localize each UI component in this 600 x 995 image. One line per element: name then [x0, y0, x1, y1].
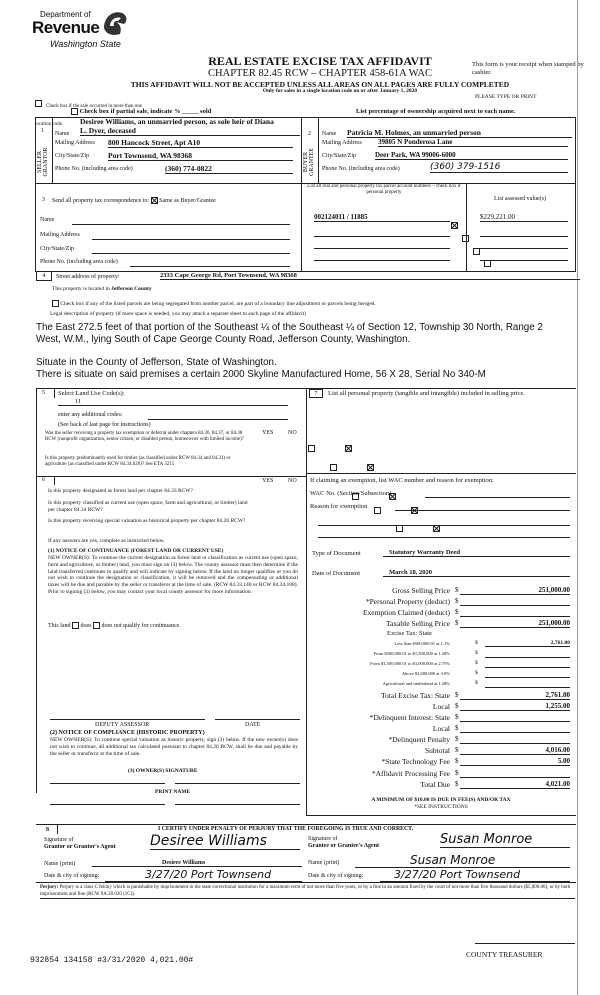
buyer-name[interactable]: Patricia M. Holmes, an unmarried person	[347, 128, 572, 138]
seller-city-label: City/State/Zip	[55, 153, 89, 159]
designation-q1: Is this property designated as forest land per chapter 84.33 RCW?	[48, 488, 193, 494]
certify-statement: I CERTIFY UNDER PENALTY OF PERJURY THAT THE FOREGOING IS TRUE AND CORRECT.	[158, 826, 414, 832]
form-location-note: Only for sales in a single location code on or after January 1, 2020	[262, 88, 418, 94]
gross-selling-price-label: Gross Selling Price	[392, 586, 450, 595]
gross-selling-price[interactable]: 251,000.00	[460, 586, 570, 595]
logo-state: Washington State	[50, 39, 121, 49]
total-state-tax-label: Total Excise Tax: State	[380, 691, 450, 700]
land-use-code[interactable]: 11	[58, 398, 288, 406]
exemption-deduct-label: Exemption Claimed (deduct)	[362, 608, 450, 617]
seller-mailing[interactable]: 800 Hancock Street, Apt A10	[108, 138, 293, 148]
land-use-q2: Is this property predominantly used for timber (as classified under RCW 84.34 and 84.33) or agriculture (as classified under RCW 84.34.020)? See ETA 3215	[45, 456, 231, 467]
additional-codes-label: enter any additional codes:	[58, 412, 123, 418]
print-name-line-1[interactable]	[50, 804, 165, 805]
land-use-q1-yes[interactable]	[308, 445, 315, 452]
tech-fee[interactable]: 5.00	[460, 757, 570, 766]
designation-q2-yes[interactable]	[374, 507, 381, 514]
bracket-5-label: Agricultural and timberland at 1.28%	[382, 681, 450, 686]
seller-side-label: SELLER GRANTOR	[37, 147, 49, 177]
assessor-date-line[interactable]	[215, 719, 300, 720]
legal-description[interactable]: The East 272.5 feet of that portion of the Southeast ¼ of the Southeast ¼ of Section 12, Township 30 North, Range 2 West, W.M., lying South of Cape George County Road, Jefferson County, Washington. Situate in the County of Jefferson, State of Washington. There is situate on said premises a certain 2000 Skyline Manufactured Home, 56 X 28, Serial No 340-M	[36, 322, 543, 380]
notice-continuance-body: NEW OWNER(S): To continue the current designation as forest land or classification as current use (open space, farm and agriculture, or timber) land, you must sign on (3) below. The county assessor must then determine if the land transferred continues to qualify and will indicate by signing below. If the land no longer qualifies or you do not wish to continue the designation or classification, it will be removed and the compensating or additional taxes will be due and payable by the seller or transferor at the time of sale. (RCW 84.33.140 or RCW 84.34.108). Prior to signing (3) below, you may contact your local county assessor for more information.	[48, 555, 298, 595]
total-due[interactable]: 4,021.00	[460, 780, 570, 789]
corr-name-label: Name	[40, 217, 55, 223]
delinquent-penalty-label: *Delinquent Penalty	[388, 735, 450, 744]
seller-name-label: Name	[55, 131, 70, 137]
section-8-number: 8	[46, 827, 49, 833]
personal-property-label: List all personal property (tangible and intangible) included in selling price.	[328, 390, 525, 397]
dor-mark-icon	[100, 8, 130, 38]
land-use-q1-no[interactable]	[345, 445, 352, 452]
logo-revenue: Revenue	[32, 18, 100, 37]
section-4-number: 4	[36, 271, 52, 281]
seller-phone[interactable]: (360) 774-0822	[165, 164, 293, 174]
deputy-assessor-line[interactable]	[50, 719, 205, 720]
taxable-selling-price[interactable]: 251,000.00	[460, 619, 570, 628]
partial-sale-check[interactable]: Check box if partial sale, indicate % _____ sold	[71, 108, 211, 115]
buyer-mailing-label: Mailing Address	[322, 140, 362, 146]
street-label: Street address of property:	[56, 274, 120, 280]
dor-logo	[30, 8, 160, 50]
doc-date-label: Date of Document	[312, 570, 361, 577]
grantor-signature[interactable]: Desiree Williams	[150, 833, 300, 850]
grantee-name-label: Name (print)	[308, 860, 340, 866]
delinquent-interest-state-label: *Delinquent Interest: State	[369, 713, 450, 722]
multi-location-check[interactable]: Check box if the sale occurred in more than one location code.	[35, 94, 145, 130]
doc-type-label: Type of Document	[312, 550, 361, 557]
buyer-city[interactable]: Deer Park, WA 99006-6000	[375, 151, 568, 160]
subtotal[interactable]: 4,016.00	[460, 746, 570, 755]
parcel-2-personal-checkbox[interactable]	[462, 235, 469, 242]
section-6-number: 6	[42, 477, 45, 483]
type-print-note: PLEASE TYPE OR PRINT	[475, 94, 537, 100]
buyer-name-label: Name	[322, 131, 337, 137]
treasurer-signature-line	[475, 943, 575, 944]
bracket-3-value[interactable]	[485, 660, 570, 668]
does-not-qualify-checkbox[interactable]	[93, 622, 100, 629]
form-title: REAL ESTATE EXCISE TAX AFFIDAVIT	[208, 54, 432, 68]
exemption-reason-line-3[interactable]	[318, 537, 570, 538]
assessor-date-label: DATE	[245, 722, 261, 728]
wac-field[interactable]	[425, 497, 570, 498]
parcel-row-1[interactable]: 002124011 / 11885	[314, 213, 450, 222]
section-5-number: 5	[42, 390, 45, 396]
owner-signature-line-1[interactable]	[50, 783, 165, 784]
corr-city-field[interactable]	[92, 253, 290, 254]
wac-label: WAC No. (Section/Subsection)	[310, 490, 392, 497]
grantee-date-city[interactable]: 3/27/20 Port Townsend	[380, 868, 570, 882]
grantor-date-label: Date & city of signing:	[44, 873, 100, 879]
parcel-3-personal-checkbox[interactable]	[473, 248, 480, 255]
corr-mailing-label: Mailing Address	[40, 232, 80, 238]
land-use-instructions: (See back of last page for instructions)	[58, 422, 151, 428]
land-use-q2-yes[interactable]	[330, 464, 337, 471]
cashier-stamp: 932854 134158 #3/31/2020 4,021.00#	[30, 956, 194, 965]
bracket-2-label: From $500,000.01 to $1,500,000 at 1.28%	[373, 651, 450, 656]
legal-label: Legal description of property (if more space is needed, you may attach a separate sheet to each page of the affidavit)	[50, 311, 306, 317]
buyer-city-label: City/State/Zip	[322, 153, 356, 159]
buyer-phone[interactable]: (360) 379-1516	[430, 162, 568, 173]
notice-compliance-body: NEW OWNER(S): To continue special valuation as historic property, sign (3) below. If the new owner(s) does not wish to continue, all additional tax calculated pursuant to chapter 84.26 RCW, shall be due and payable by the seller or transferor at the time of sale.	[50, 737, 298, 757]
segregated-check[interactable]: Check box if any of the listed parcels are being segregated from another parcel, are part of a boundary line adjustment or parcels being merged.	[52, 300, 376, 307]
doc-date[interactable]: March 18, 2020	[383, 569, 570, 577]
owner-signature-line-2[interactable]	[175, 783, 300, 784]
print-name-label: PRINT NAME	[155, 789, 191, 795]
delinquent-interest-state[interactable]	[460, 713, 570, 722]
checkbox[interactable]	[71, 108, 78, 115]
same-as-buyer-checkbox[interactable]	[151, 197, 158, 204]
grantee-signature[interactable]: Susan Monroe	[440, 832, 570, 848]
bracket-1-value[interactable]: 2,761.00	[485, 640, 570, 647]
assessed-header: List assessed value(s)	[494, 196, 546, 202]
exemption-deduct[interactable]	[460, 608, 570, 617]
perjury-notice: Perjury: Perjury is a class C felony which is punishable by imprisonment in the state correctional institution for a maximum term of not more than five years, or by a fine in an amount fixed by the court of not more than five thousand dollars ($5,000.00), or by both imprisonment and fine (RCW 9A.20.020 (1C)).	[40, 885, 575, 899]
form-warning: THIS AFFIDAVIT WILL NOT BE ACCEPTED UNLESS ALL AREAS ON ALL PAGES ARE FULLY COMPLETED	[130, 80, 510, 89]
checkbox[interactable]	[35, 100, 42, 107]
parcels-header: List all real and personal property tax parcel account numbers – check box if personal property	[307, 184, 461, 195]
subtotal-label: Subtotal	[424, 746, 450, 755]
land-use-q2-no[interactable]	[367, 464, 374, 471]
total-due-label: Total Due	[420, 780, 450, 789]
corr-phone-label: Phone No. (including area code)	[40, 259, 118, 265]
county-line: This property is located in Jefferson County	[52, 286, 152, 292]
exemption-reason-label: Reason for exemption	[310, 503, 368, 510]
section-2-number: 2	[308, 131, 311, 137]
parcel-row-2[interactable]	[314, 236, 450, 237]
excise-tax-header: Excise Tax: State	[387, 630, 432, 637]
notice-continuance-title: (1) NOTICE OF CONTINUANCE (FOREST LAND OR CURRENT USE)	[48, 548, 224, 554]
county-treasurer-label: COUNTY TREASURER	[466, 950, 543, 959]
bracket-1-label: Less than $500,000.01 at 1.1%	[394, 641, 450, 646]
bracket-4-value[interactable]	[485, 670, 570, 678]
tech-fee-label: *State Technology Fee	[381, 757, 450, 766]
local-tax-label: Local	[432, 702, 450, 711]
parcel-3-value[interactable]	[480, 248, 568, 249]
seller-name[interactable]: Desiree Williams, an unmarried person, as sole heir of Diana L. Dyer, deceased	[80, 117, 300, 136]
total-state-tax[interactable]: 2,761.00	[460, 691, 570, 700]
does-qualify-checkbox[interactable]	[72, 622, 79, 629]
parcel-row-3[interactable]	[314, 248, 450, 249]
deputy-assessor-label: DEPUTY ASSESSOR	[95, 722, 150, 728]
personal-property-deduct-label: *Personal Property (deduct)	[365, 597, 450, 606]
land-use-label: Select Land Use Code(s):	[58, 390, 125, 397]
bracket-2-value[interactable]	[485, 650, 570, 658]
affidavit-fee-label: *Affidavit Processing Fee	[371, 769, 450, 778]
seller-mailing-label: Mailing Address	[55, 140, 95, 146]
section-3-number: 3	[42, 197, 45, 203]
section-1-number: 1	[41, 128, 44, 134]
exemption-reason-field[interactable]	[395, 510, 570, 511]
print-name-line-2[interactable]	[175, 804, 300, 805]
local-tax[interactable]: 1,255.00	[460, 702, 570, 711]
corr-phone-field[interactable]	[130, 266, 290, 267]
additional-codes-field[interactable]	[148, 419, 288, 420]
designation-q2: Is this property classified as current use (open space, farm and agricultural, or timber) land per chapter 84.34 RCW?	[48, 500, 248, 513]
see-instructions: *SEE INSTRUCTIONS	[414, 804, 468, 810]
delinquent-interest-local-label: Local	[432, 724, 450, 733]
grantee-name[interactable]: Susan Monroe	[355, 853, 570, 868]
buyer-phone-label: Phone No. (including area code)	[322, 166, 400, 172]
buyer-mailing[interactable]: 39805 N Ponderosa Lane	[378, 138, 568, 147]
owner-signature-label: (3) OWNER(S) SIGNATURE	[128, 768, 198, 774]
corr-name-field[interactable]	[72, 224, 290, 225]
buyer-side-label: BUYER GRANTEE	[303, 148, 315, 176]
delinquent-interest-local[interactable]	[460, 724, 570, 733]
section-7-number: 7	[309, 389, 323, 398]
bracket-4-label: Above $3,000,000 at 3.0%	[401, 671, 450, 676]
page-fold-line	[577, 0, 578, 995]
doc-type[interactable]: Statutory Warranty Deed	[383, 549, 570, 557]
corr-city-label: City/State/Zip	[40, 246, 74, 252]
parcel-2-value[interactable]	[480, 236, 568, 237]
seller-phone-label: Phone No. (including area code)	[55, 166, 133, 172]
exemption-label: If claiming an exemption, list WAC number and reason for exemption:	[310, 477, 494, 484]
designation-q3: Is this property receiving special valuation as historical property per chapter 84.26 RCW?	[48, 518, 246, 524]
notice-compliance-title: (2) NOTICE OF COMPLIANCE (HISTORIC PROPERTY)	[50, 730, 205, 736]
land-use-q1: Was the seller receiving a property tax exemption or deferral under chapters 84.36, 84.37, or 84.38 RCW (nonprofit organization, senior citizen, or disabled person, homeowner with limited income)?	[45, 431, 244, 442]
bracket-3-label: From $1,500,000.01 to $3,000,000 at 2.75%	[370, 661, 450, 666]
personal-property-deduct[interactable]	[460, 597, 570, 606]
affidavit-fee[interactable]	[460, 769, 570, 778]
bracket-5-value[interactable]	[485, 680, 570, 688]
corr-mailing-field[interactable]	[92, 239, 290, 240]
parcel-1-personal-checkbox[interactable]	[451, 222, 458, 229]
parcel-row-4[interactable]	[314, 260, 450, 261]
correspondence-row: Send all property tax correspondence to: Same as Buyer/Grantee	[52, 197, 216, 204]
delinquent-penalty[interactable]	[460, 735, 570, 744]
receipt-note: This form is your receipt when stamped by cashier.	[472, 61, 584, 76]
taxable-selling-price-label: Taxable Selling Price	[385, 619, 450, 628]
ownership-note: List percentage of ownership acquired next to each name.	[356, 108, 516, 115]
property-street[interactable]: 2333 Cape George Rd, Port Townsend, WA 98368	[160, 272, 580, 280]
if-yes-note: If any answers are yes, complete as instructed below.	[48, 538, 165, 544]
grantor-name[interactable]: Desiree Williams	[92, 860, 302, 867]
form-chapters: CHAPTER 82.45 RCW – CHAPTER 458-61A WAC	[208, 68, 432, 79]
grantor-date-city[interactable]: 3/27/20 Port Townsend	[105, 868, 302, 882]
grantor-name-label: Name (print)	[44, 861, 76, 867]
seller-city[interactable]: Port Townsend, WA 98368	[108, 151, 293, 161]
exemption-reason-line-2[interactable]	[318, 525, 570, 526]
grantee-signature-label: Signature of Grantee or Grantee's Agent	[308, 836, 380, 849]
qualify-row: This land does does not qualify for continuance.	[48, 622, 181, 629]
parcel-1-value[interactable]: $229,221.00	[480, 213, 568, 222]
grantor-signature-label: Signature of Grantor or Grantor's Agent	[44, 837, 116, 850]
logo-dept: Department of	[40, 10, 91, 19]
grantee-date-label: Date & city of signing:	[308, 873, 364, 879]
parcel-4-value[interactable]	[480, 260, 568, 261]
minimum-note: A MINIMUM OF $10.00 IS DUE IN FEE(S) AND/OR TAX	[371, 797, 511, 803]
checkbox[interactable]	[52, 300, 59, 307]
